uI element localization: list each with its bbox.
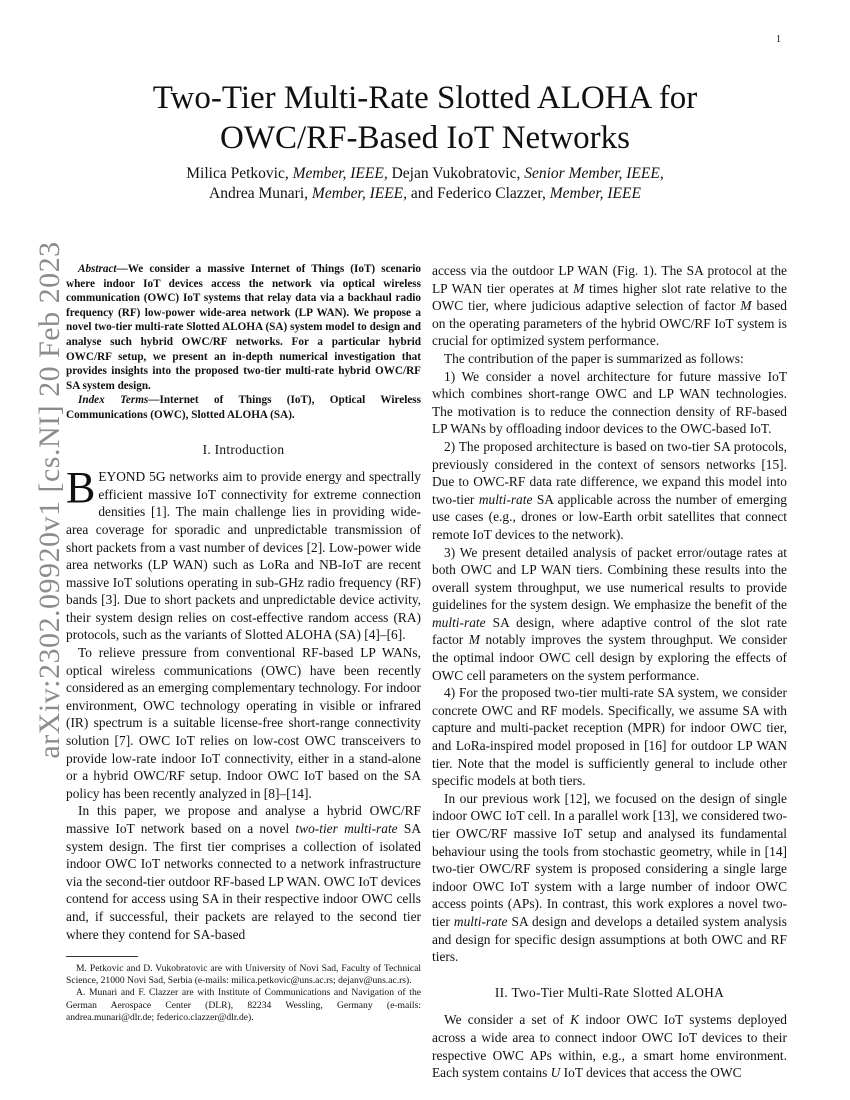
index-terms-text: —Internet of Things (IoT), Optical Wireless Communications (OWC), Slotted ALOHA (SA). xyxy=(66,394,421,421)
rp0-symbol-m: M xyxy=(573,280,585,296)
rel-b: SA design and develops a detailed system analysis and design for specific design assumptions at both OWC and RF tiers. xyxy=(432,913,787,965)
author-3-role: Member, IEEE, xyxy=(311,185,408,202)
intro-paragraph-2: To relieve pressure from conventional RF-based LP WANs, optical wireless communications (OWC) have been recently considered as an emerging complementary technology. For indoor environment, OWC technology operating in visible or infrared (IR) spectrum is a suitable license-free short-range connectivity solution [7]. OWC IoT relies on low-cost OWC transceivers to provide low-rate indoor IoT connectivity, either in a stand-alone or a hybrid OWC/RF setup. Indoor OWC IoT based on the SA policy has been recently analyzed in [8]–[14]. xyxy=(66,645,421,801)
s2-b: indoor OWC IoT systems deployed across a wide area to connect indoor OWC IoT devices to their respective OWC APs within, e.g., a smart home environment. Each system contains xyxy=(432,1012,787,1081)
rp0-symbol-m2: M xyxy=(740,298,752,314)
c2-emphasis: multi-rate xyxy=(478,491,533,507)
rp0-c: based on the operating parameters of the hybrid OWC/RF IoT system is crucial for optimized system performance. xyxy=(432,298,787,349)
rp0-a: access via the outdoor LP WAN (Fig. 1). The SA protocol at the LP WAN tier operates at xyxy=(432,263,787,296)
intro-p3-emphasis: two-tier multi-rate xyxy=(295,821,398,836)
contribution-4: 4) For the proposed two-tier multi-rate SA system, we consider concrete OWC and RF models. Specifically, we assume SA with capture and multi-packet reception (MPR) for indoor OWC tier, and LoRa-inspired model proposed in [16] for outdoor LP WAN tier. Note that the model is sufficiently general to include other specific models at both tiers. xyxy=(432,685,787,789)
contribution-3 xyxy=(432,544,787,685)
author-1: Milica Petkovic, xyxy=(186,165,289,182)
intro-paragraph-1-text: 5G networks aim to provide energy and spectrally efficient massive IoT connectivity for extreme connection densities [1]. The main challenge lies in providing wide-area coverage for sporadic and unpredictable transmission of short packets from a vast number of devices [2]. Low-power wide area networks (LP WAN) such as LoRa and NB-IoT are recent massive IoT solutions operating in sub-GHz radio frequency (RF) bands [3]. Due to short packets and unpredictable device activity, their system design relies on cost-effective random access (RA) protocols, such as the variants of Slotted ALOHA (SA) [4]–[6]. xyxy=(66,469,421,643)
abstract-text: —We consider a massive Internet of Things (IoT) scenario where indoor IoT devices access the network via optical wireless communication (OWC) IoT systems that relay data via a backhaul radio frequency (RF) low-power wide-area network (LP WAN). We propose a novel two-tier multi-rate Slotted ALOHA (SA) system model to design and analyse such hybrid OWC/RF networks. For a particular hybrid OWC/RF setup, we present an in-depth numerical investigation that provides insights into the proposed two-tier multi-rate hybrid OWC/RF SA system design. xyxy=(66,263,421,392)
right-column xyxy=(432,262,787,1082)
left-column xyxy=(66,262,421,943)
right-paragraph-related xyxy=(432,790,787,966)
intro-p3-part-a: In this paper, we propose and analyse a hybrid OWC/RF massive IoT network based on a novel xyxy=(66,803,421,836)
c2-b: SA applicable across the number of emerging use cases (e.g., drones or low-Earth orbit satellites that connect remote IoT devices to the network). xyxy=(432,491,787,542)
intro-paragraph-1 xyxy=(66,463,421,644)
s2-a: We consider a set of xyxy=(444,1012,571,1028)
footnote-1: M. Petkovic and D. Vukobratovic are with University of Novi Sad, Faculty of Technical Science, 21000 Novi Sad, Serbia (e-mails: milica.petkovic@uns.ac.rs; dejanv@uns.ac.rs). xyxy=(66,963,421,987)
c3-symbol-m: M xyxy=(468,632,480,648)
right-paragraph-1: The contribution of the paper is summarized as follows: xyxy=(444,350,744,366)
footnote-rule xyxy=(66,956,138,957)
rel-a: In our previous work [12], we focused on the design of single indoor OWC IoT cell. In a parallel work [13], we considered two-tier OWC/RF massive IoT setup and analysed its fundamental behaviour using the tools from stochastic geometry, while in [14] two-tier OWC/RF system is proposed considering a single large indoor OWC IoT system with a large number of indoor OWC access points (APs). In contrast, this work explores a novel two-tier xyxy=(432,790,787,929)
contribution-2 xyxy=(432,438,787,544)
index-terms-label: Index Terms xyxy=(78,394,149,407)
s2-c: IoT devices that access the OWC xyxy=(560,1065,742,1081)
arxiv-stamp: arXiv:2302.09920v1 [cs.NI] 20 Feb 2023 xyxy=(33,241,66,759)
footnotes xyxy=(66,963,421,1024)
s2-symbol-u: U xyxy=(550,1065,561,1081)
author-4-role: Member, IEEE xyxy=(549,185,641,202)
c3-c: notably improves the system throughput. We consider the optimal indoor OWC cell design by exploring the effects of OWC cell parameters on the system performance. xyxy=(432,632,787,683)
abstract-label: Abstract xyxy=(78,263,117,275)
author-3: Andrea Munari, xyxy=(209,185,309,202)
section-2-paragraph-1 xyxy=(432,1011,787,1081)
rel-emphasis: multi-rate xyxy=(453,913,508,929)
c3-a: 3) We present detailed analysis of packet error/outage rates at both OWC and LP WAN tiers. Combining these results into the overall system throughput, we use numerical results to provide guidelines for the system design. We emphasize the benefit of the xyxy=(432,544,787,613)
page-number: 1 xyxy=(776,34,781,45)
section-2-heading: II. Two-Tier Multi-Rate Slotted ALOHA xyxy=(494,984,725,1000)
footnote-2: A. Munari and F. Clazzer are with Institute of Communications and Navigation of the German Aerospace Center (DLR), 82234 Wessling, Germany (e-mails: andrea.munari@dlr.de; federico.clazzer@dlr.de). xyxy=(66,987,421,1023)
intro-p3-part-b: SA system design. The first tier comprises a collection of isolated indoor OWC IoT networks connected to a network infrastructure via the second-tier outdoor RF-based LP WAN. OWC IoT devices contend for access using SA in their respective indoor OWC cells and, if successful, their packets are relayed to the second tier where they contend for SA-based xyxy=(66,821,422,942)
author-list xyxy=(100,164,750,204)
index-terms xyxy=(66,393,421,422)
author-2-role: Senior Member, IEEE, xyxy=(524,165,664,182)
intro-paragraph-3 xyxy=(66,802,421,943)
author-1-role: Member, IEEE, xyxy=(292,165,388,182)
title-line-2: OWC/RF-Based IoT Networks xyxy=(219,120,631,156)
author-4: and Federico Clazzer, xyxy=(410,185,546,202)
c3-b: SA design, where adaptive control of the slot rate factor xyxy=(432,614,787,648)
paper-title xyxy=(100,78,750,158)
abstract xyxy=(66,262,421,393)
author-2: Dejan Vukobratovic, xyxy=(391,165,521,182)
c2-a: 2) The proposed architecture is based on two-tier SA protocols, previously considered in the context of sensors networks [15]. Due to OWC-RF data rate difference, we expand this model into two-tier xyxy=(432,438,787,507)
title-line-1: Two-Tier Multi-Rate Slotted ALOHA for xyxy=(152,80,698,116)
c3-emphasis: multi-rate xyxy=(432,614,486,630)
drop-cap: B xyxy=(66,463,96,513)
right-paragraph-0 xyxy=(432,262,787,350)
section-1-heading: I. Introduction xyxy=(202,441,285,457)
rp0-b: times higher slot rate relative to the OWC tier, where judicious adaptive selection of factor xyxy=(432,280,787,314)
contribution-1: 1) We consider a novel architecture for future massive IoT which combines short-range OWC and LP WAN technologies. The motivation is to reduce the connection density of RF-based LP WANs by offloading indoor devices to the OWC-based IoT. xyxy=(432,368,787,437)
first-word: EYOND xyxy=(98,469,146,485)
s2-symbol-k: K xyxy=(570,1012,579,1028)
